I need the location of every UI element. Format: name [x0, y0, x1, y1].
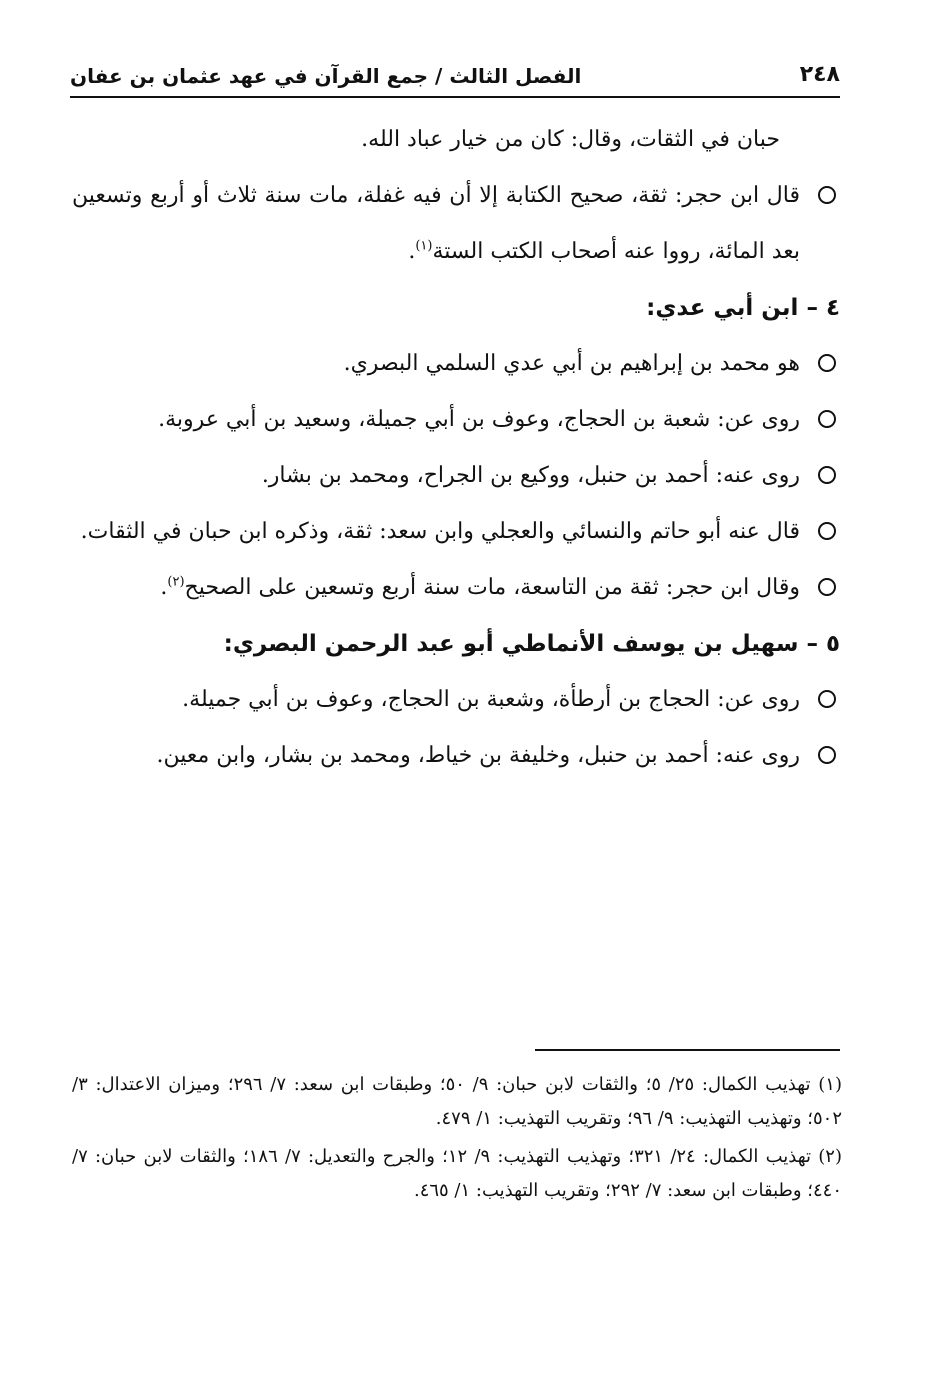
list-item: [72, 336, 840, 392]
circle-bullet-icon: [818, 186, 836, 204]
main-text: [72, 112, 840, 784]
list-item: [72, 672, 840, 728]
footnote-ref[interactable]: (٢): [167, 574, 185, 590]
page-number: ٢٤٨: [799, 62, 840, 87]
item-text: روى عن: الحجاج بن أرطأة، وشعبة بن الحجاج، وعوف بن أبي جميلة.: [182, 687, 800, 712]
circle-bullet-icon: [818, 578, 836, 596]
item-text: روى عن: شعبة بن الحجاج، وعوف بن أبي جميلة، وسعيد بن أبي عروبة.: [158, 407, 800, 432]
list-item: [72, 504, 840, 560]
list-item: [72, 392, 840, 448]
item-end: .: [408, 239, 416, 264]
list-item: [72, 448, 840, 504]
circle-bullet-icon: [818, 466, 836, 484]
circle-bullet-icon: [818, 690, 836, 708]
list-item: [72, 728, 840, 784]
list-item: [72, 560, 840, 616]
running-header: [70, 60, 840, 98]
footnotes: [72, 1068, 842, 1212]
footnote-ref[interactable]: (١): [415, 238, 433, 254]
list-item: [72, 168, 840, 280]
footnote-separator: [535, 1049, 840, 1051]
circle-bullet-icon: [818, 410, 836, 428]
circle-bullet-icon: [818, 746, 836, 764]
continuation-line: حبان في الثقات، وقال: كان من خيار عباد الله.: [361, 127, 780, 152]
item-text: وقال ابن حجر: ثقة من التاسعة، مات سنة أربع وتسعين على الصحيح: [184, 575, 800, 600]
circle-bullet-icon: [818, 522, 836, 540]
section-heading: ٤ – ابن أبي عدي:: [646, 295, 840, 321]
section-heading: ٥ – سهيل بن يوسف الأنماطي أبو عبد الرحمن البصري:: [223, 631, 840, 657]
footnote: (١) تهذيب الكمال: ٢٥/ ٥؛ والثقات لابن حبان: ٩/ ٥٠؛ وطبقات ابن سعد: ٧/ ٢٩٦؛ وميزان الاعتدال: ٣/ ٥٠٢؛ وتهذيب التهذيب: ٩/ ٩٦؛ وتقريب التهذيب: ١/ ٤٧٩.: [72, 1074, 842, 1129]
item-text: روى عنه: أحمد بن حنبل، ووكيع بن الجراح، ومحمد بن بشار.: [261, 463, 800, 488]
footnote: (٢) تهذيب الكمال: ٢٤/ ٣٢١؛ وتهذيب التهذيب: ٩/ ١٢؛ والجرح والتعديل: ٧/ ١٨٦؛ والثقات لابن حبان: ٧/ ٤٤٠؛ وطبقات ابن سعد: ٧/ ٢٩٢؛ وتقريب التهذيب: ١/ ٤٦٥.: [72, 1146, 842, 1201]
chapter-title: الفصل الثالث / جمع القرآن في عهد عثمان بن عفان: [70, 64, 582, 88]
item-text: قال عنه أبو حاتم والنسائي والعجلي وابن سعد: ثقة، وذكره ابن حبان في الثقات.: [80, 519, 800, 544]
item-text: روى عنه: أحمد بن حنبل، وخليفة بن خياط، ومحمد بن بشار، وابن معين.: [156, 743, 800, 768]
item-text: هو محمد بن إبراهيم بن أبي عدي السلمي البصري.: [343, 351, 800, 376]
item-text: قال ابن حجر: ثقة، صحيح الكتابة إلا أن فيه غفلة، مات سنة ثلاث أو أربع وتسعين بعد المائة، رووا عنه أصحاب الكتب الستة: [72, 183, 800, 264]
circle-bullet-icon: [818, 354, 836, 372]
item-end: .: [160, 575, 168, 600]
